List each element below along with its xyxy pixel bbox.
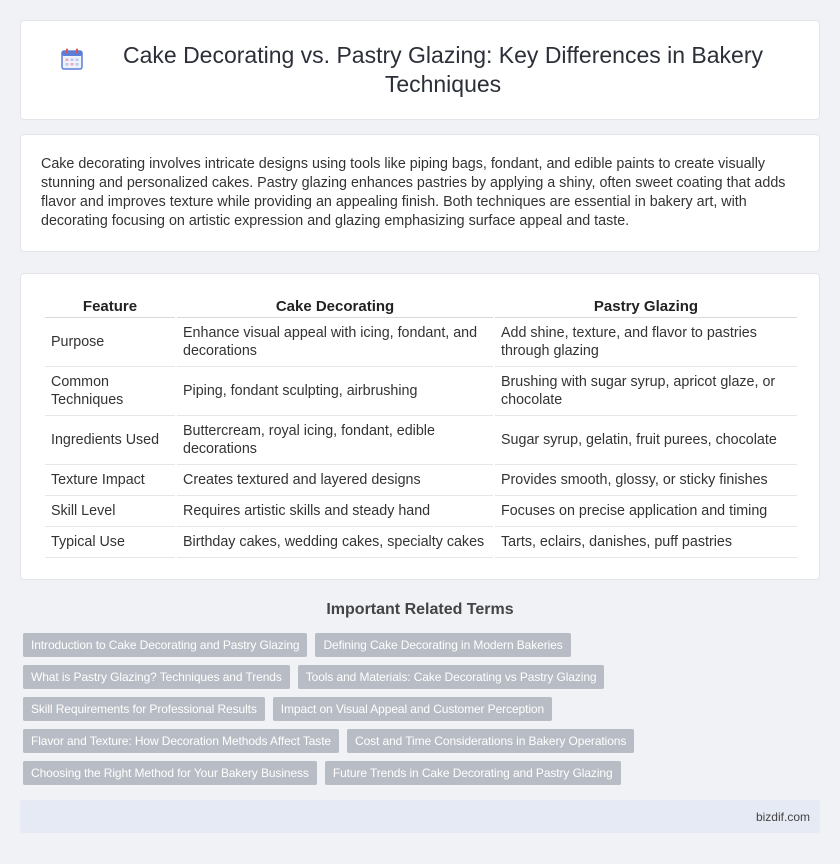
related-term-link[interactable]: Defining Cake Decorating in Modern Bakeries: [315, 633, 570, 657]
table-row: [45, 496, 797, 527]
cell-pastry: Tarts, eclairs, danishes, puff pastries: [495, 527, 797, 558]
cell-pastry: Brushing with sugar syrup, apricot glaze, or chocolate: [495, 367, 797, 416]
header-card: [20, 20, 820, 120]
related-term-link[interactable]: Choosing the Right Method for Your Bakery Business: [23, 761, 317, 785]
comparison-card: [20, 273, 820, 580]
cell-feature: Common Techniques: [45, 367, 175, 416]
table-row: [45, 367, 797, 416]
related-terms-list: [23, 633, 823, 793]
cell-cake: Requires artistic skills and steady hand: [177, 496, 493, 527]
header-cake-decorating: Cake Decorating: [177, 296, 493, 318]
table-row: [45, 527, 797, 558]
related-term-link[interactable]: Impact on Visual Appeal and Customer Perception: [273, 697, 552, 721]
calendar-icon: [60, 47, 84, 71]
related-term-link[interactable]: Tools and Materials: Cake Decorating vs Pastry Glazing: [298, 665, 605, 689]
cell-feature: Ingredients Used: [45, 416, 175, 465]
related-terms-title: Important Related Terms: [326, 601, 514, 618]
cell-feature: Texture Impact: [45, 465, 175, 496]
table-header-row: [45, 296, 797, 318]
header-feature: Feature: [45, 296, 175, 318]
table-row: [45, 416, 797, 465]
cell-pastry: Focuses on precise application and timing: [495, 496, 797, 527]
intro-card: [20, 134, 820, 252]
header-pastry-glazing: Pastry Glazing: [495, 296, 797, 318]
page-title: Cake Decorating vs. Pastry Glazing: Key Differences in Bakery Techniques: [122, 42, 763, 97]
cell-feature: Purpose: [45, 318, 175, 367]
cell-cake: Creates textured and layered designs: [177, 465, 493, 496]
cell-pastry: Sugar syrup, gelatin, fruit purees, chocolate: [495, 416, 797, 465]
intro-paragraph: Cake decorating involves intricate designs using tools like piping bags, fondant, and edible paints to create visually stunning and personalized cakes. Pastry glazing enhances pastries by applying a shiny, often sweet coating that adds flavor and improves texture while providing an appealing finish. Both techniques are essential in bakery art, with decorating focusing on artistic expression and glazing emphasizing surface appeal and taste.: [41, 156, 786, 229]
related-term-link[interactable]: Flavor and Texture: How Decoration Methods Affect Taste: [23, 729, 339, 753]
cell-cake: Piping, fondant sculpting, airbrushing: [177, 367, 493, 416]
related-term-link[interactable]: Skill Requirements for Professional Results: [23, 697, 265, 721]
cell-pastry: Provides smooth, glossy, or sticky finishes: [495, 465, 797, 496]
cell-cake: Buttercream, royal icing, fondant, edible decorations: [177, 416, 493, 465]
cell-cake: Birthday cakes, wedding cakes, specialty cakes: [177, 527, 493, 558]
related-term-link[interactable]: Introduction to Cake Decorating and Pastry Glazing: [23, 633, 307, 657]
related-term-link[interactable]: Future Trends in Cake Decorating and Pastry Glazing: [325, 761, 621, 785]
table-row: [45, 318, 797, 367]
related-term-link[interactable]: What is Pastry Glazing? Techniques and Trends: [23, 665, 290, 689]
cell-pastry: Add shine, texture, and flavor to pastries through glazing: [495, 318, 797, 367]
cell-feature: Typical Use: [45, 527, 175, 558]
related-term-link[interactable]: Cost and Time Considerations in Bakery Operations: [347, 729, 634, 753]
cell-cake: Enhance visual appeal with icing, fondant, and decorations: [177, 318, 493, 367]
cell-feature: Skill Level: [45, 496, 175, 527]
footer-site-link[interactable]: bizdif.com: [755, 810, 810, 824]
table-row: [45, 465, 797, 496]
comparison-table: [43, 296, 799, 558]
header: [60, 41, 780, 99]
footer: [20, 800, 820, 833]
